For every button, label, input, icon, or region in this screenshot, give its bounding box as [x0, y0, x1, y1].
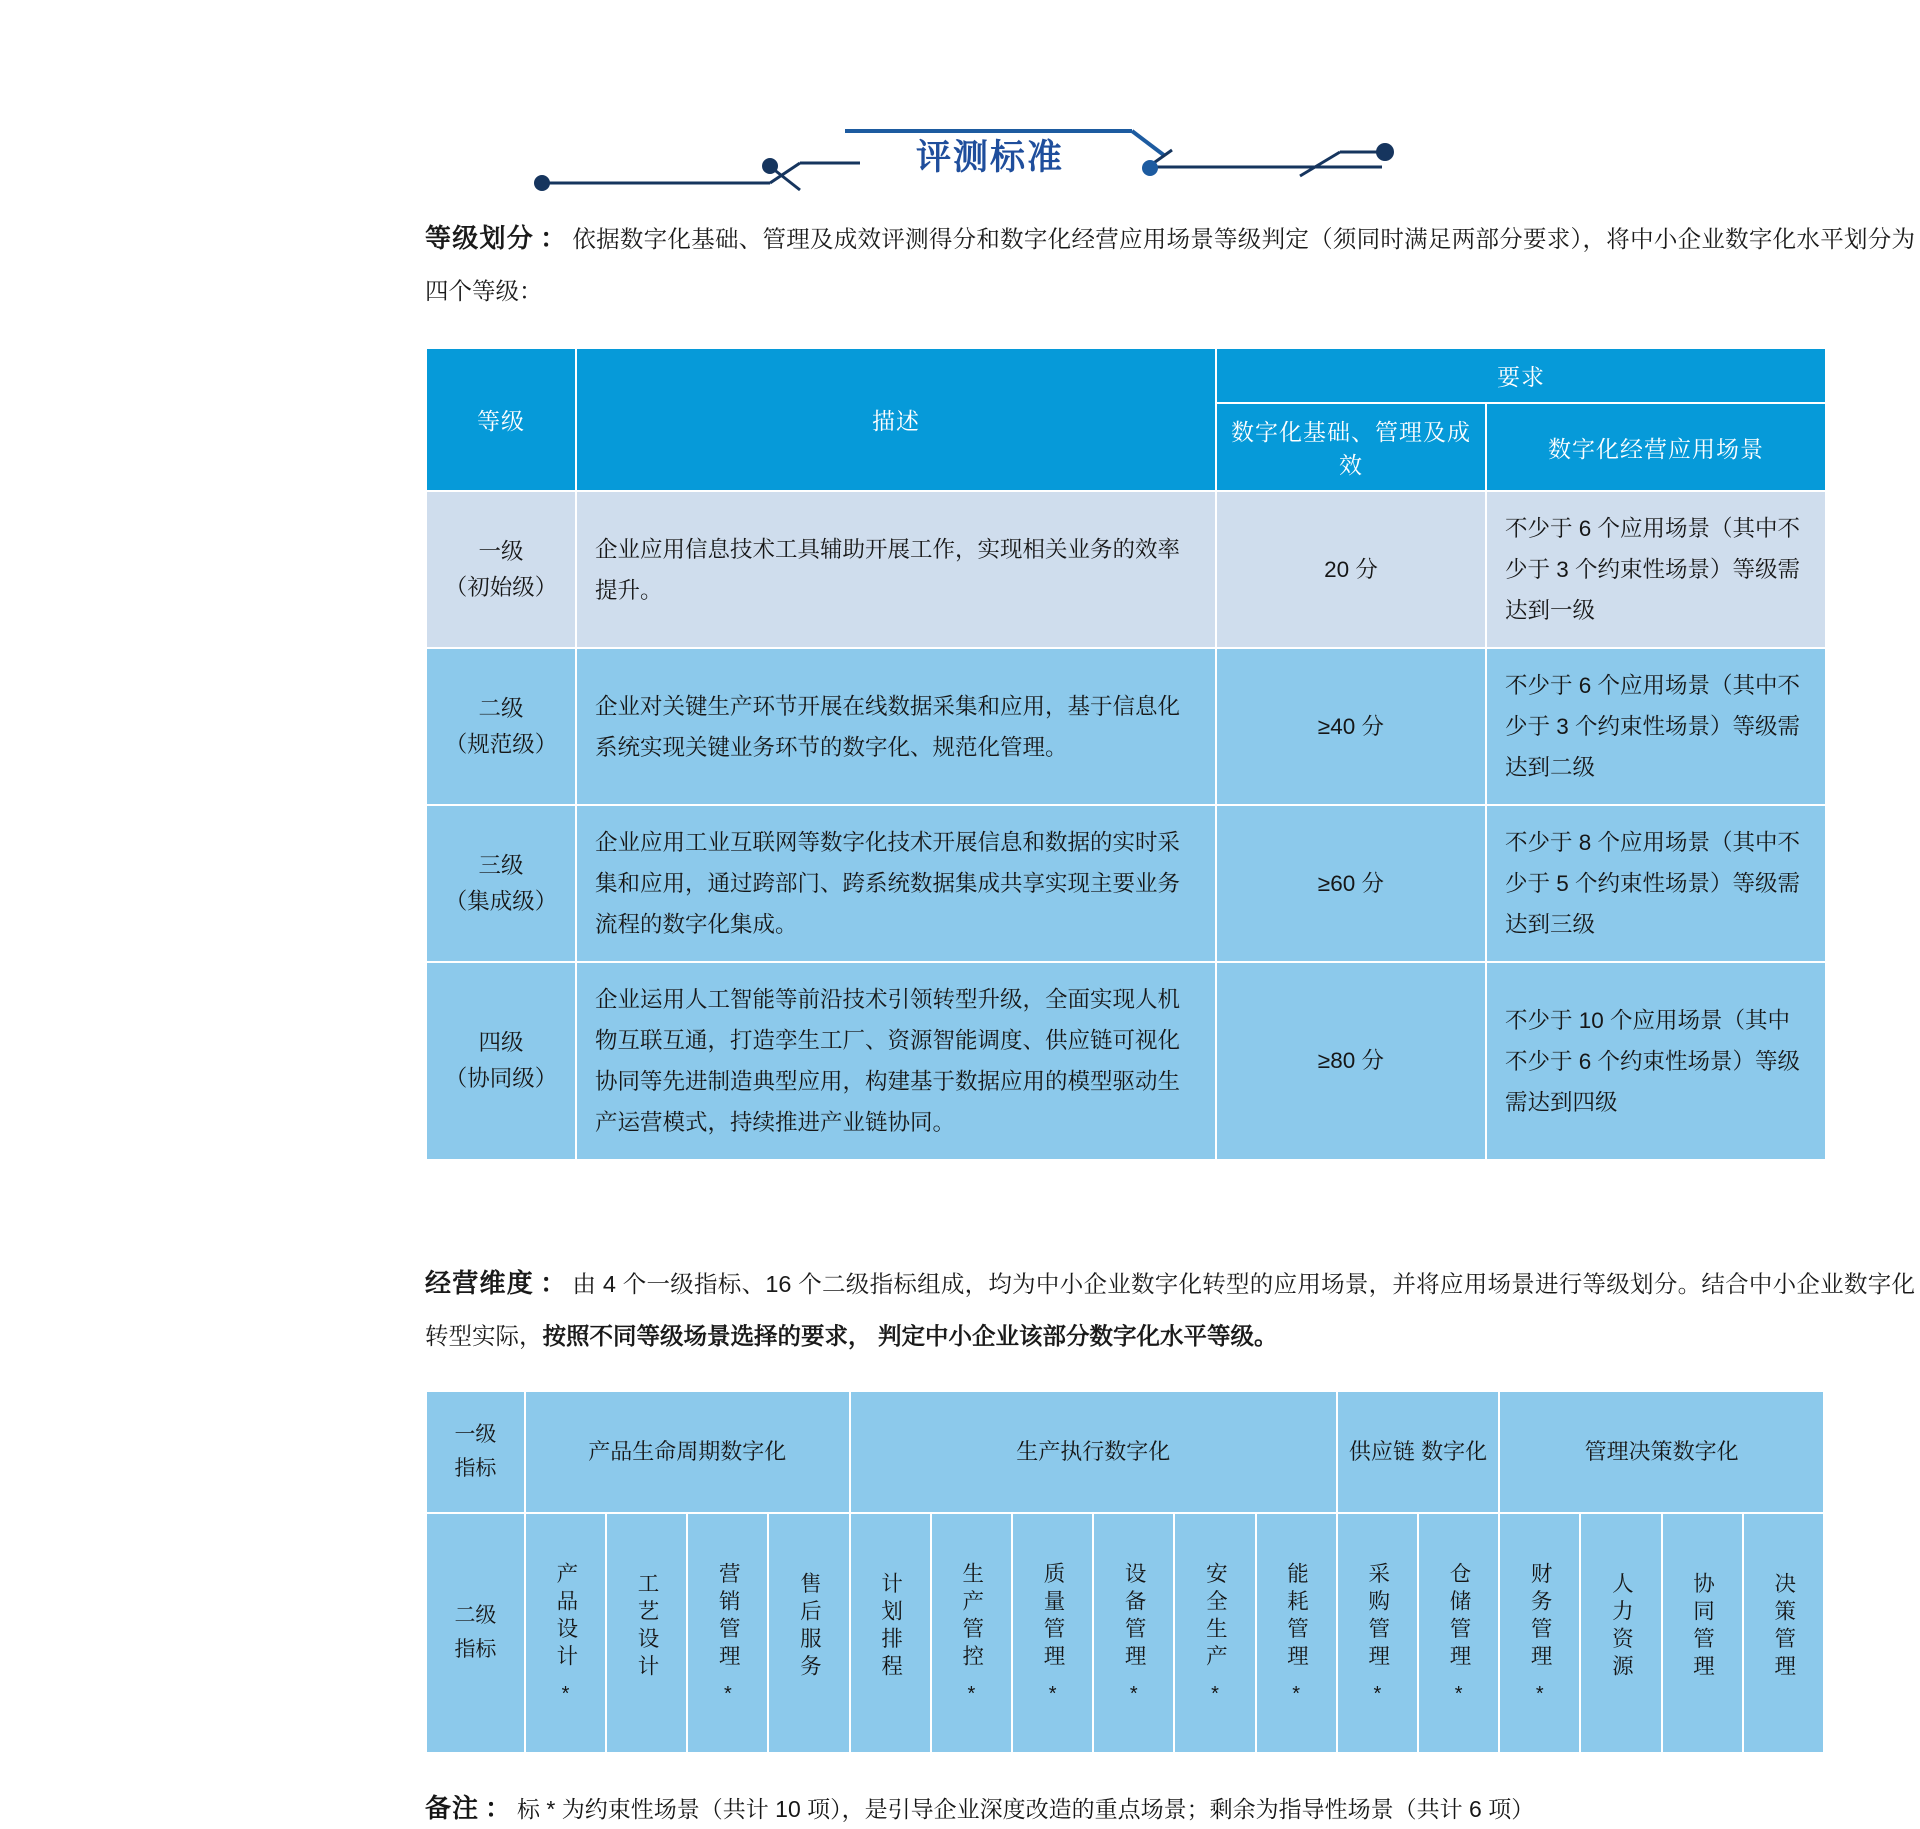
row-label-level1-line2: 指标 — [454, 1457, 497, 1480]
group-header-production-execution: 生产执行数字化 — [850, 1391, 1337, 1513]
constraint-star-icon: * — [1211, 1683, 1219, 1705]
level-table-head — [426, 348, 1826, 491]
th-req-scene: 数字化经营应用场景 — [1486, 403, 1826, 491]
indicator-label: 财务管理 — [1528, 1562, 1553, 1672]
level-division-colon: ： — [540, 223, 567, 253]
constraint-star-icon: * — [1373, 1683, 1382, 1705]
level-name: 二级 — [478, 695, 524, 721]
level-name: 一级 — [478, 538, 524, 564]
cell-level — [426, 805, 576, 962]
row-label-level1 — [426, 1391, 525, 1513]
indicator-cell — [1256, 1513, 1337, 1753]
cell-description: 企业应用信息技术工具辅助开展工作，实现相关业务的效率提升。 — [576, 491, 1216, 648]
row-label-level2-line2: 指标 — [454, 1638, 497, 1661]
indicator-label: 采购管理 — [1365, 1562, 1390, 1672]
indicator-label: 能耗管理 — [1284, 1562, 1309, 1672]
constraint-star-icon: * — [1129, 1683, 1138, 1705]
indicator-cell — [1012, 1513, 1093, 1753]
group-header-supply-chain — [1337, 1391, 1499, 1513]
row-label-level1-line1: 一级 — [454, 1423, 497, 1446]
business-dimension-paragraph — [425, 1257, 1915, 1362]
level-division-text: 依据数字化基础、管理及成效评测得分和数字化经营应用场景等级判定（须同时满足两部分要求），将中小企业数字化水平划分为四个等级： — [425, 226, 1915, 304]
constraint-star-icon: * — [1454, 1683, 1463, 1705]
cell-level — [426, 648, 576, 805]
row-label-level2-line1: 二级 — [454, 1604, 497, 1627]
indicator-cell — [1418, 1513, 1499, 1753]
indicator-cell — [1093, 1513, 1174, 1753]
indicator-label: 人力资源 — [1609, 1572, 1634, 1682]
cell-score: 20 分 — [1216, 491, 1486, 648]
indicator-label: 计划排程 — [878, 1572, 903, 1682]
cell-description: 企业应用工业互联网等数字化技术开展信息和数据的实时采集和应用，通过跨部门、跨系统数据集成共享实现主要业务流程的数字化集成。 — [576, 805, 1216, 962]
cell-score: ≥40 分 — [1216, 648, 1486, 805]
constraint-star-icon: * — [723, 1683, 732, 1705]
cell-level — [426, 491, 576, 648]
th-description: 描述 — [576, 348, 1216, 491]
level-name: 四级 — [478, 1030, 524, 1055]
business-dimension-colon: ： — [540, 1268, 567, 1298]
indicator-cell — [687, 1513, 768, 1753]
group-header-supply-chain-line1: 供应链 — [1348, 1439, 1415, 1464]
business-dimension-lead: 经营维度 — [425, 1268, 535, 1298]
level-name: 三级 — [478, 852, 524, 878]
constraint-star-icon: * — [967, 1683, 976, 1705]
indicator-cell — [525, 1513, 606, 1753]
indicator-matrix-table — [425, 1390, 1825, 1754]
business-dimension-text-1: 由 4 个一级指标、16 个二级指标组成，均为中小企业数字化转型的应用场景，并将应用场景进行等级划分。结合中小企业数字化转型实际， — [425, 1271, 1915, 1349]
cell-scene: 不少于 6 个应用场景（其中不少于 3 个约束性场景）等级需达到二级 — [1486, 648, 1826, 805]
footer-note-colon: ： — [485, 1793, 512, 1823]
indicator-label: 决策管理 — [1771, 1572, 1796, 1682]
level-sub: （协同级） — [444, 1066, 558, 1091]
level-table-head-row-1 — [426, 348, 1826, 403]
indicator-cell — [1743, 1513, 1824, 1753]
indicator-table-wrapper — [425, 1390, 1825, 1754]
indicator-level2-row — [426, 1513, 1824, 1753]
indicator-cell — [1499, 1513, 1580, 1753]
business-dimension-strong-1: 按照不同等级场景选择的要求， — [542, 1323, 872, 1349]
cell-scene: 不少于 8 个应用场景（其中不少于 5 个约束性场景）等级需达到三级 — [1486, 805, 1826, 962]
indicator-label: 营销管理 — [716, 1562, 741, 1672]
indicator-label: 生产管控 — [959, 1562, 984, 1672]
business-dimension-strong-2: 判定中小企业该部分数字化水平等级。 — [878, 1323, 1278, 1349]
group-header-supply-chain-line2: 数字化 — [1421, 1439, 1488, 1464]
indicator-label: 设备管理 — [1122, 1562, 1147, 1672]
section-spacer — [425, 1161, 1710, 1257]
th-level: 等级 — [426, 348, 576, 491]
table-row — [426, 491, 1826, 648]
table-row — [426, 805, 1826, 962]
footer-note-lead: 备注 — [425, 1793, 480, 1823]
indicator-cell — [768, 1513, 849, 1753]
indicator-label: 仓储管理 — [1446, 1562, 1471, 1672]
indicator-cell — [606, 1513, 687, 1753]
page-title: 评测标准 — [915, 138, 1064, 177]
indicator-level1-row — [426, 1391, 1824, 1513]
cell-description: 企业对关键生产环节开展在线数据采集和应用，基于信息化系统实现关键业务环节的数字化、规范化管理。 — [576, 648, 1216, 805]
level-division-lead: 等级划分 — [425, 223, 535, 253]
indicator-label: 质量管理 — [1040, 1562, 1065, 1672]
constraint-star-icon: * — [561, 1683, 570, 1705]
page-header-banner — [0, 0, 1920, 177]
cell-score: ≥60 分 — [1216, 805, 1486, 962]
indicator-cell — [1662, 1513, 1743, 1753]
level-sub: （初始级） — [444, 574, 558, 600]
indicator-label: 协同管理 — [1690, 1572, 1715, 1682]
level-definition-table — [425, 347, 1827, 1161]
level-sub: （集成级） — [444, 888, 558, 914]
indicator-label: 工艺设计 — [635, 1572, 660, 1682]
footer-note — [425, 1788, 1885, 1829]
indicator-cell — [1580, 1513, 1661, 1753]
indicator-cell — [850, 1513, 931, 1753]
table-row — [426, 962, 1826, 1160]
level-table-body — [426, 491, 1826, 1160]
level-division-paragraph — [425, 212, 1915, 317]
th-req-score: 数字化基础、管理及成效 — [1216, 403, 1486, 491]
group-header-product-lifecycle: 产品生命周期数字化 — [525, 1391, 850, 1513]
indicator-cell — [931, 1513, 1012, 1753]
indicator-label: 售后服务 — [797, 1572, 822, 1682]
th-requirement: 要求 — [1216, 348, 1826, 403]
page-content — [210, 212, 1915, 1829]
group-header-management-decision: 管理决策数字化 — [1499, 1391, 1824, 1513]
footer-note-text: 标 * 为约束性场景（共计 10 项），是引导企业深度改造的重点场景；剩余为指导性场景（共计 6 项） — [517, 1796, 1535, 1822]
constraint-star-icon: * — [1535, 1683, 1544, 1705]
cell-scene: 不少于 6 个应用场景（其中不少于 3 个约束性场景）等级需达到一级 — [1486, 491, 1826, 648]
cell-scene: 不少于 10 个应用场景（其中不少于 6 个约束性场景）等级需达到四级 — [1486, 962, 1826, 1160]
level-sub: （规范级） — [444, 731, 558, 757]
indicator-label: 产品设计 — [553, 1562, 578, 1672]
cell-score: ≥80 分 — [1216, 962, 1486, 1160]
constraint-star-icon: * — [1292, 1683, 1301, 1705]
indicator-cell — [1337, 1513, 1418, 1753]
row-label-level2 — [426, 1513, 525, 1753]
constraint-star-icon: * — [1048, 1683, 1057, 1705]
cell-level — [426, 962, 576, 1160]
indicator-label: 安全生产 — [1203, 1562, 1228, 1672]
table-row — [426, 648, 1826, 805]
cell-description: 企业运用人工智能等前沿技术引领转型升级，全面实现人机物互联互通，打造孪生工厂、资源智能调度、供应链可视化协同等先进制造典型应用，构建基于数据应用的模型驱动生产运营模式，持续推进产业链协同。 — [576, 962, 1216, 1160]
indicator-cell — [1174, 1513, 1255, 1753]
